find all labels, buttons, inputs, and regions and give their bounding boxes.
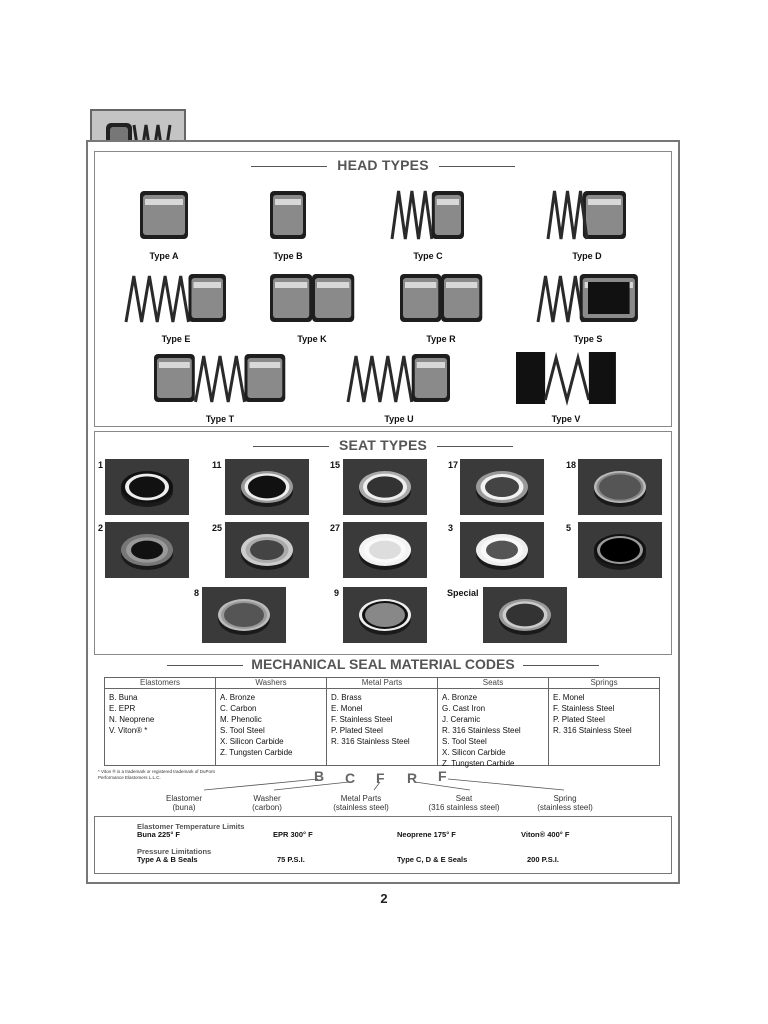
temp-neoprene: Neoprene 175° F	[397, 830, 456, 839]
head-type-photo	[514, 348, 618, 412]
code-letter-washer: C	[345, 770, 356, 786]
seat-type-photo	[578, 459, 662, 515]
head-type-photo	[390, 185, 466, 249]
head-types-title: HEAD TYPES	[95, 157, 671, 173]
head-type-item	[546, 185, 628, 261]
code-letter-spring: F	[438, 768, 447, 784]
material-codes-column-header: Springs	[549, 678, 659, 689]
material-code-entry: X. Silicon Carbide	[442, 748, 506, 757]
limits-box	[94, 816, 672, 874]
head-type-item	[138, 185, 190, 261]
material-code-entry: N. Neoprene	[109, 715, 155, 724]
code-letter-metal-parts: F	[376, 770, 385, 786]
material-code-entry: R. 316 Stainless Steel	[553, 726, 632, 735]
seat-type-number: 2	[98, 523, 104, 533]
material-code-entry: A. Bronze	[442, 693, 478, 702]
seat-type-number: 17	[448, 460, 459, 470]
code-label-metal-parts: Metal Parts (stainless steel)	[333, 794, 389, 812]
code-letter-seat: R	[407, 770, 418, 786]
head-type-label: Type U	[384, 414, 414, 424]
material-code-entry: P. Plated Steel	[553, 715, 605, 724]
seat-type-number: 25	[212, 523, 223, 533]
head-type-label: Type V	[551, 414, 581, 424]
head-type-item	[390, 185, 466, 261]
seat-type-photo	[225, 459, 309, 515]
material-code-entry: D. Brass	[331, 693, 362, 702]
material-codes-column-header: Washers	[216, 678, 326, 689]
material-code-entry: E. EPR	[109, 704, 136, 713]
seat-type-photo	[483, 587, 567, 643]
material-code-entry: A. Bronze	[220, 693, 256, 702]
temperature-limits-title: Elastomer Temperature Limits	[137, 822, 245, 831]
material-code-entry: B. Buna	[109, 693, 138, 702]
seat-type-number: 1	[98, 460, 104, 470]
code-letter-elastomer: B	[314, 768, 325, 784]
head-type-photo	[546, 185, 628, 249]
temp-epr: EPR 300° F	[273, 830, 313, 839]
seat-type-photo	[343, 587, 427, 643]
material-code-entry: E. Monel	[331, 704, 363, 713]
code-label-elastomer: Elastomer (buna)	[165, 794, 202, 812]
seat-type-number: 3	[448, 523, 454, 533]
head-type-photo	[152, 348, 288, 412]
material-code-entry: R. 316 Stainless Steel	[331, 737, 410, 746]
seat-type-photo	[105, 522, 189, 578]
head-type-item	[514, 348, 618, 424]
material-code-entry: X. Silicon Carbide	[220, 737, 284, 746]
head-type-label: Type D	[572, 251, 602, 261]
seat-type-number: Special	[447, 588, 479, 598]
seat-type-number: 8	[194, 588, 200, 598]
seat-type-photo	[578, 522, 662, 578]
material-code-entry: F. Stainless Steel	[331, 715, 393, 724]
head-type-label: Type K	[297, 334, 327, 344]
code-label-seat: Seat (316 stainless steel)	[428, 794, 500, 812]
material-code-entry: S. Tool Steel	[442, 737, 487, 746]
material-code-entry: Z. Tungsten Carbide	[442, 759, 515, 768]
seat-type-number: 15	[330, 460, 341, 470]
material-codes-column	[215, 678, 326, 765]
seat-type-photo	[460, 522, 544, 578]
material-codes-table	[104, 677, 660, 766]
head-type-item	[268, 268, 356, 344]
code-example	[104, 768, 660, 814]
seat-type-number: 11	[212, 460, 222, 470]
page-number: 2	[380, 891, 388, 906]
material-codes-title: MECHANICAL SEAL MATERIAL CODES	[94, 656, 672, 672]
pressure-type-cde: Type C, D & E Seals	[397, 855, 468, 864]
pressure-type-ab-value: 75 P.S.I.	[277, 855, 305, 864]
head-type-item	[398, 268, 484, 344]
material-codes-column	[548, 678, 659, 765]
code-label-washer: Washer (carbon)	[252, 794, 282, 812]
material-codes-column-header: Elastomers	[105, 678, 215, 689]
head-type-label: Type B	[273, 251, 303, 261]
head-type-label: Type S	[573, 334, 603, 344]
pressure-limits-title: Pressure Limitations	[137, 847, 212, 856]
material-code-entry: C. Carbon	[220, 704, 257, 713]
seat-type-photo	[343, 522, 427, 578]
material-codes-column	[437, 678, 548, 768]
seat-type-number: 27	[330, 523, 341, 533]
head-type-photo	[346, 348, 452, 412]
head-type-label: Type A	[149, 251, 179, 261]
head-type-item	[152, 348, 288, 424]
material-code-entry: S. Tool Steel	[220, 726, 265, 735]
head-type-photo	[268, 185, 308, 249]
material-code-entry: J. Ceramic	[442, 715, 481, 724]
head-type-label: Type C	[413, 251, 443, 261]
head-type-item	[536, 268, 640, 344]
head-type-item	[124, 268, 228, 344]
head-type-photo	[536, 268, 640, 332]
pressure-type-ab: Type A & B Seals	[137, 855, 198, 864]
material-codes-column-header: Seats	[438, 678, 548, 689]
seat-type-photo	[460, 459, 544, 515]
material-codes-column	[326, 678, 437, 765]
head-type-label: Type T	[205, 414, 235, 424]
seat-type-photo	[343, 459, 427, 515]
viton-footnote: * Viton ® is a trademark or registered trademark of DuPont Performance Elastomers L.L.C.	[98, 769, 215, 780]
material-codes-column-header: Metal Parts	[327, 678, 437, 689]
head-type-item	[268, 185, 308, 261]
seat-type-number: 5	[566, 523, 572, 533]
head-type-photo	[268, 268, 356, 332]
material-code-entry: G. Cast Iron	[442, 704, 486, 713]
seat-type-photo	[105, 459, 189, 515]
seat-type-number: 18	[566, 460, 577, 470]
material-code-entry: V. Viton® *	[109, 726, 148, 735]
seat-type-photo	[202, 587, 286, 643]
head-type-photo	[398, 268, 484, 332]
seat-type-number: 9	[334, 588, 340, 598]
head-type-label: Type R	[426, 334, 456, 344]
temp-buna: Buna 225° F	[137, 830, 181, 839]
seat-types-title: SEAT TYPES	[95, 437, 671, 453]
material-code-entry: Z. Tungsten Carbide	[220, 748, 293, 757]
temp-viton: Viton® 400° F	[521, 830, 570, 839]
head-type-photo	[124, 268, 228, 332]
material-code-entry: M. Phenolic	[220, 715, 262, 724]
seat-type-photo	[225, 522, 309, 578]
material-code-entry: E. Monel	[553, 693, 585, 702]
material-codes-column	[105, 678, 215, 765]
pressure-type-cde-value: 200 P.S.I.	[527, 855, 559, 864]
material-code-entry: P. Plated Steel	[331, 726, 383, 735]
material-code-entry: R. 316 Stainless Steel	[442, 726, 521, 735]
head-type-item	[346, 348, 452, 424]
material-code-entry: F. Stainless Steel	[553, 704, 615, 713]
code-label-spring: Spring (stainless steel)	[537, 794, 593, 812]
head-type-photo	[138, 185, 190, 249]
head-type-label: Type E	[161, 334, 191, 344]
